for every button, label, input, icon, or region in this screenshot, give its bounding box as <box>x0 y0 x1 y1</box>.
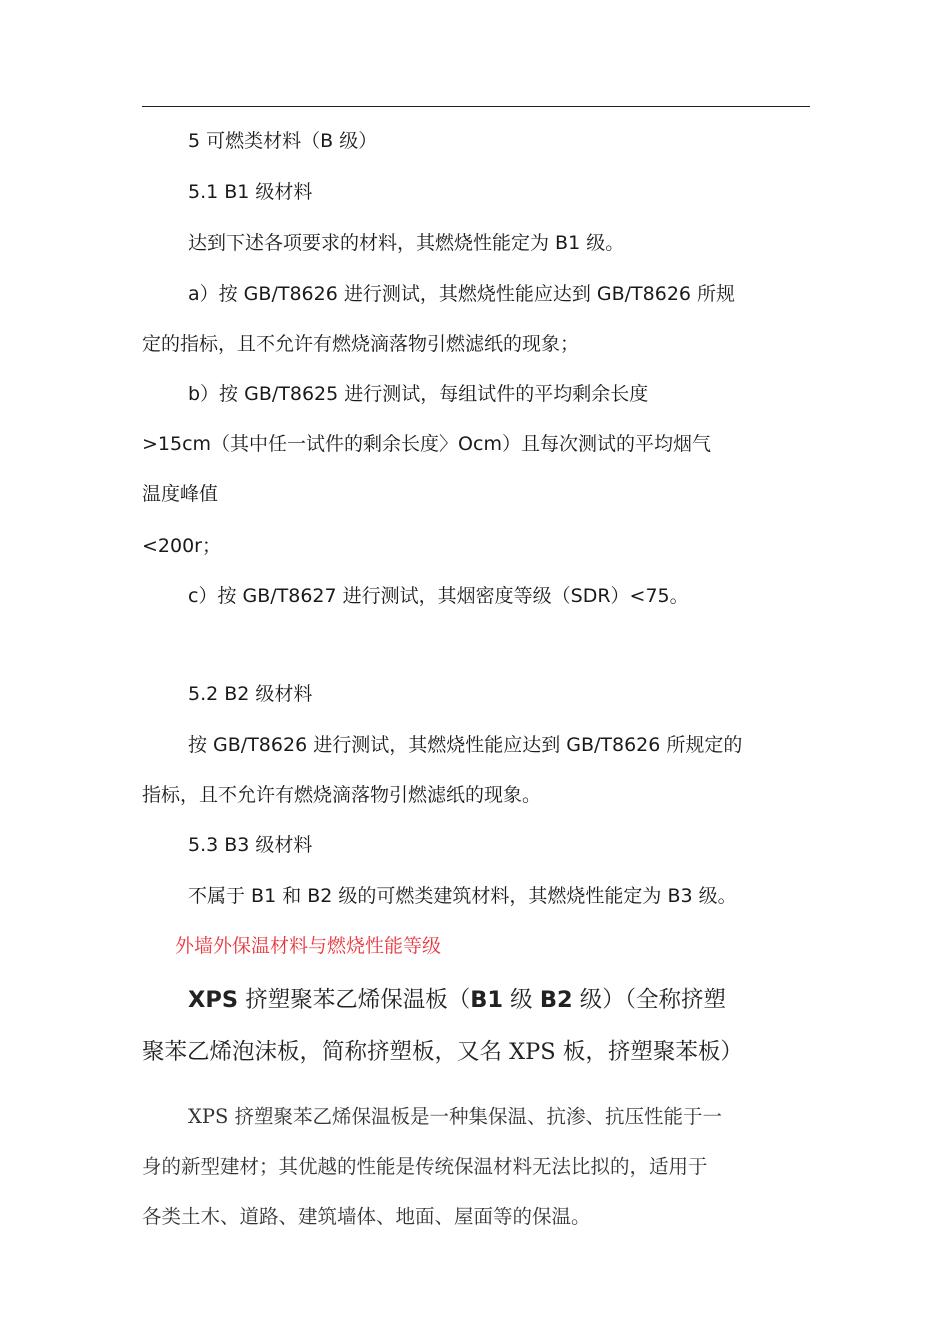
xps-heading-b1: B1 <box>470 987 504 1013</box>
section-5-2-line-1: 按 GB/T8626 进行测试，其燃烧性能应达到 GB/T8626 所规定的 <box>188 734 743 756</box>
section-5-1-intro: 达到下述各项要求的材料，其燃烧性能定为 B1 级。 <box>188 232 625 254</box>
section-5-3-title: 5.3 B3 级材料 <box>188 834 313 856</box>
xps-paragraph-line-3: 各类土木、道路、建筑墙体、地面、屋面等的保温。 <box>142 1205 591 1228</box>
red-subtitle: 外墙外保温材料与燃烧性能等级 <box>175 935 442 957</box>
item-b-line-1: b）按 GB/T8625 进行测试，每组试件的平均剩余长度 <box>188 383 649 405</box>
xps-paragraph-line-1: XPS 挤塑聚苯乙烯保温板是一种集保温、抗渗、抗压性能于一 <box>188 1105 723 1128</box>
xps-heading-part-f: 级）（全称挤塑 <box>572 987 727 1013</box>
item-a-line-2: 定的指标，且不允许有燃烧滴落物引燃滤纸的现象； <box>142 333 580 355</box>
section-5-2-title: 5.2 B2 级材料 <box>188 683 313 705</box>
xps-heading-line-2: 聚苯乙烯泡沫板，简称挤塑板，又名 XPS 板，挤塑聚苯板） <box>142 1039 743 1065</box>
section-5-2-line-2: 指标，且不允许有燃烧滴落物引燃滤纸的现象。 <box>142 784 542 806</box>
xps-heading-line-1 <box>188 984 726 1016</box>
item-b-line-3: 温度峰值 <box>142 483 219 505</box>
item-b-line-2: >15cm（其中任一试件的剩余长度〉Ocm）且每次测试的平均烟气 <box>142 433 711 455</box>
item-a-line-1: a）按 GB/T8626 进行测试，其燃烧性能应达到 GB/T8626 所规 <box>188 283 736 305</box>
xps-heading-part-d: 级 <box>503 987 540 1013</box>
xps-heading-xps: XPS <box>188 987 239 1013</box>
xps-heading-part-b: 挤塑聚苯乙烯保温板（ <box>238 987 471 1013</box>
section-5-3-line-1: 不属于 B1 和 B2 级的可燃类建筑材料，其燃烧性能定为 B3 级。 <box>188 885 737 907</box>
item-b-line-4: <200r； <box>142 535 221 557</box>
xps-paragraph-line-2: 身的新型建材；其优越的性能是传统保温材料无法比拟的，适用于 <box>142 1155 708 1178</box>
section-5-title: 5 可燃类材料（B 级） <box>188 130 378 152</box>
xps-heading-b2: B2 <box>539 987 573 1013</box>
section-5-1-title: 5.1 B1 级材料 <box>188 181 313 203</box>
header-rule <box>142 106 810 107</box>
item-c: c）按 GB/T8627 进行测试，其烟密度等级（SDR）<75。 <box>188 585 689 607</box>
